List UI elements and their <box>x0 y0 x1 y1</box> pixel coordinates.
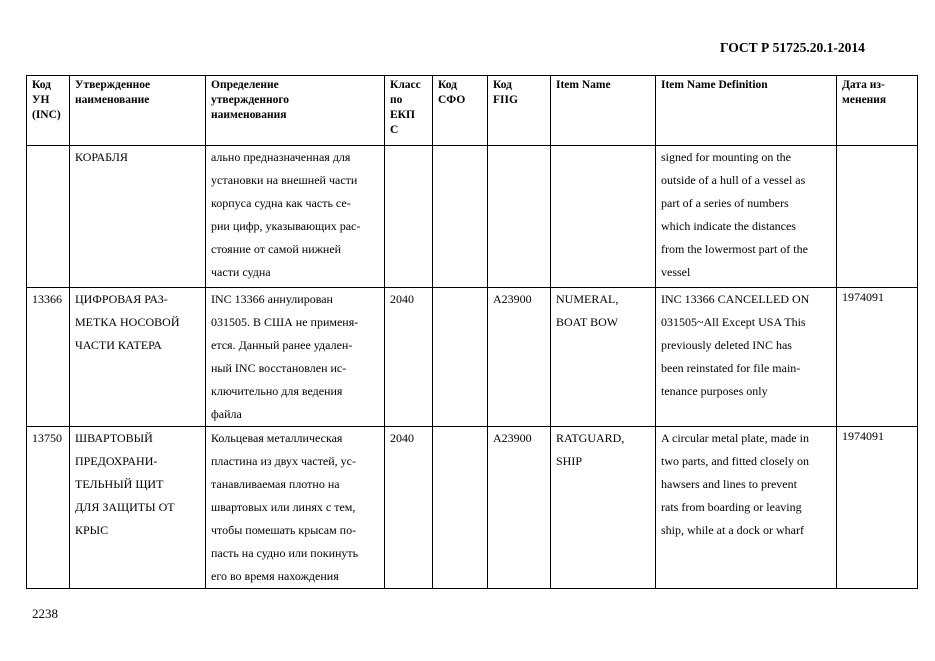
header-sfo-code: Код СФО <box>433 76 488 146</box>
table-row <box>27 146 918 288</box>
cell-definition: ально предназначенная для установки на внешней части корпуса судна как часть се- рии цифр, указывающих рас- стояние от самой нижней части судна <box>206 146 385 288</box>
header-definition: Определение утвержденного наименования <box>206 76 385 146</box>
cell-approved-name: ШВАРТОВЫЙ ПРЕДОХРАНИ- ТЕЛЬНЫЙ ЩИТ ДЛЯ ЗАЩИТЫ ОТ КРЫС <box>70 427 206 589</box>
cell-item-name-definition: signed for mounting on the outside of a hull of a vessel as part of a series of numbers which indicate the distances from the lowermost part of the vessel <box>656 146 837 288</box>
cell-fiig-code <box>488 146 551 288</box>
cell-change-date: 1974091 <box>837 427 918 589</box>
cell-inc: 13750 <box>27 427 70 589</box>
cell-ekp-class <box>385 146 433 288</box>
header-inc: Код УН (INC) <box>27 76 70 146</box>
cell-fiig-code: A23900 <box>488 427 551 589</box>
cell-sfo-code <box>433 288 488 427</box>
cell-change-date: 1974091 <box>837 288 918 427</box>
cell-sfo-code <box>433 146 488 288</box>
cell-inc <box>27 146 70 288</box>
page-number: 2238 <box>32 606 58 621</box>
cell-fiig-code: A23900 <box>488 288 551 427</box>
cell-change-date <box>837 146 918 288</box>
header-approved-name: Утвержденное наименование <box>70 76 206 146</box>
header-fiig-code: Код FIIG <box>488 76 551 146</box>
cell-approved-name: ЦИФРОВАЯ РАЗ- МЕТКА НОСОВОЙ ЧАСТИ КАТЕРА <box>70 288 206 427</box>
cell-definition: Кольцевая металлическая пластина из двух частей, ус- танавливаемая плотно на швартовых или линях с тем, чтобы помешать крысам по- пасть на судно или покинуть его во время нахождения <box>206 427 385 589</box>
cell-definition: INC 13366 аннулирован 031505. В США не применя- ется. Данный ранее удален- ный INC восстановлен ис- ключительно для ведения файла <box>206 288 385 427</box>
table-row <box>27 288 918 427</box>
cell-item-name <box>551 146 656 288</box>
standard-header: ГОСТ Р 51725.20.1-2014 <box>720 40 865 55</box>
header-item-name: Item Name <box>551 76 656 146</box>
cell-item-name-definition: A circular metal plate, made in two parts, and fitted closely on hawsers and lines to prevent rats from boarding or leaving ship, while at a dock or wharf <box>656 427 837 589</box>
header-ekp-class: Класс по ЕКП С <box>385 76 433 146</box>
registry-table <box>26 75 918 589</box>
cell-ekp-class: 2040 <box>385 427 433 589</box>
cell-approved-name: КОРАБЛЯ <box>70 146 206 288</box>
cell-sfo-code <box>433 427 488 589</box>
cell-item-name-definition: INC 13366 CANCELLED ON 031505~All Except USA This previously deleted INC has been reinstated for file main- tenance purposes only <box>656 288 837 427</box>
header-change-date: Дата из- менения <box>837 76 918 146</box>
header-item-name-definition: Item Name Definition <box>656 76 837 146</box>
table-row <box>27 427 918 589</box>
cell-item-name: NUMERAL, BOAT BOW <box>551 288 656 427</box>
cell-ekp-class: 2040 <box>385 288 433 427</box>
table-header-row <box>27 76 918 146</box>
cell-inc: 13366 <box>27 288 70 427</box>
cell-item-name: RATGUARD, SHIP <box>551 427 656 589</box>
